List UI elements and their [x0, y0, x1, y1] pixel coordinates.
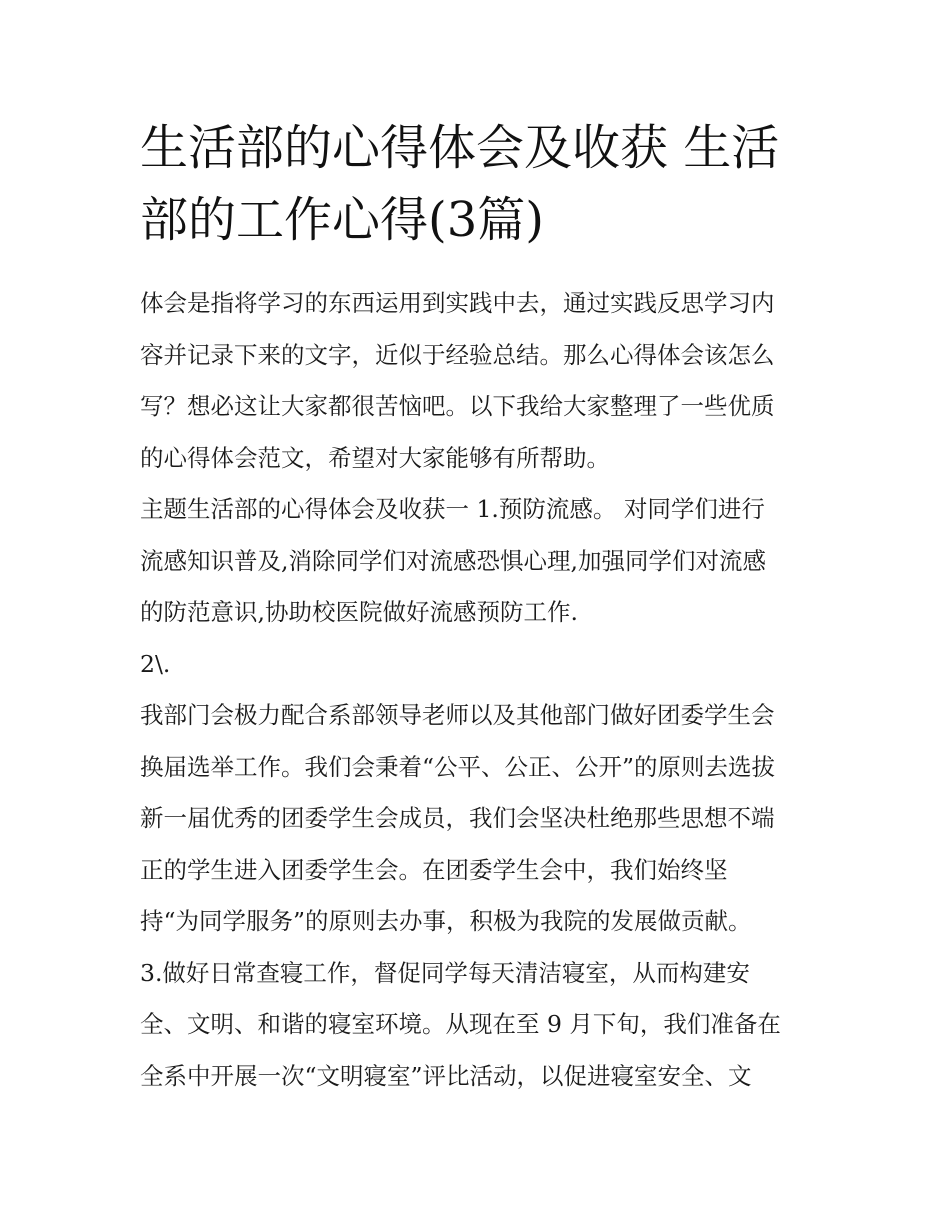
- document-title: [140, 112, 820, 256]
- document-body: [140, 278, 830, 1102]
- title-line: 部的工作心得(3篇): [140, 192, 544, 248]
- paragraph-line: 容并记录下来的文字，近似于经验总结。那么心得体会该怎么: [140, 340, 775, 369]
- paragraph-line: 主题生活部的心得体会及收获一 1.预防流感。 对同学们进行: [140, 495, 765, 523]
- paragraph-line: 我部门会极力配合系部领导老师以及其他部门做好团委学生会: [140, 701, 775, 729]
- paragraph-line: 的防范意识,协助校医院做好流感预防工作.: [140, 598, 578, 626]
- title-line: 生活部的心得体会及收获 生活: [140, 120, 780, 176]
- paragraph-line: 的心得体会范文，希望对大家能够有所帮助。: [140, 443, 610, 472]
- paragraph-line: 2\.: [140, 649, 171, 678]
- paragraph-line: 体会是指将学习的东西运用到实践中去，通过实践反思学习内: [140, 289, 775, 317]
- paragraph-line: 流感知识普及,消除同学们对流感恐惧心理,加强同学们对流感: [140, 546, 766, 575]
- paragraph-line: 新一届优秀的团委学生会成员，我们会坚决杜绝那些思想不端: [140, 804, 775, 832]
- paragraph-line: 全、文明、和谐的寝室环境。从现在至 9 月下旬，我们准备在: [140, 1010, 781, 1038]
- paragraph-line: 3.做好日常查寝工作，督促同学每天清洁寝室，从而构建安: [140, 958, 750, 987]
- paragraph-line: 写？想必这让大家都很苦恼吧。以下我给大家整理了一些优质: [140, 392, 775, 420]
- paragraph-line: 持“为同学服务”的原则去办事，积极为我院的发展做贡献。: [140, 907, 752, 935]
- paragraph-line: 换届选举工作。我们会秉着“公平、公正、公开”的原则去选拔: [140, 752, 776, 781]
- paragraph-line: 全系中开展一次“文明寝室”评比活动，以促进寝室安全、文: [140, 1061, 752, 1090]
- paragraph-line: 正的学生进入团委学生会。在团委学生会中，我们始终坚: [140, 855, 728, 884]
